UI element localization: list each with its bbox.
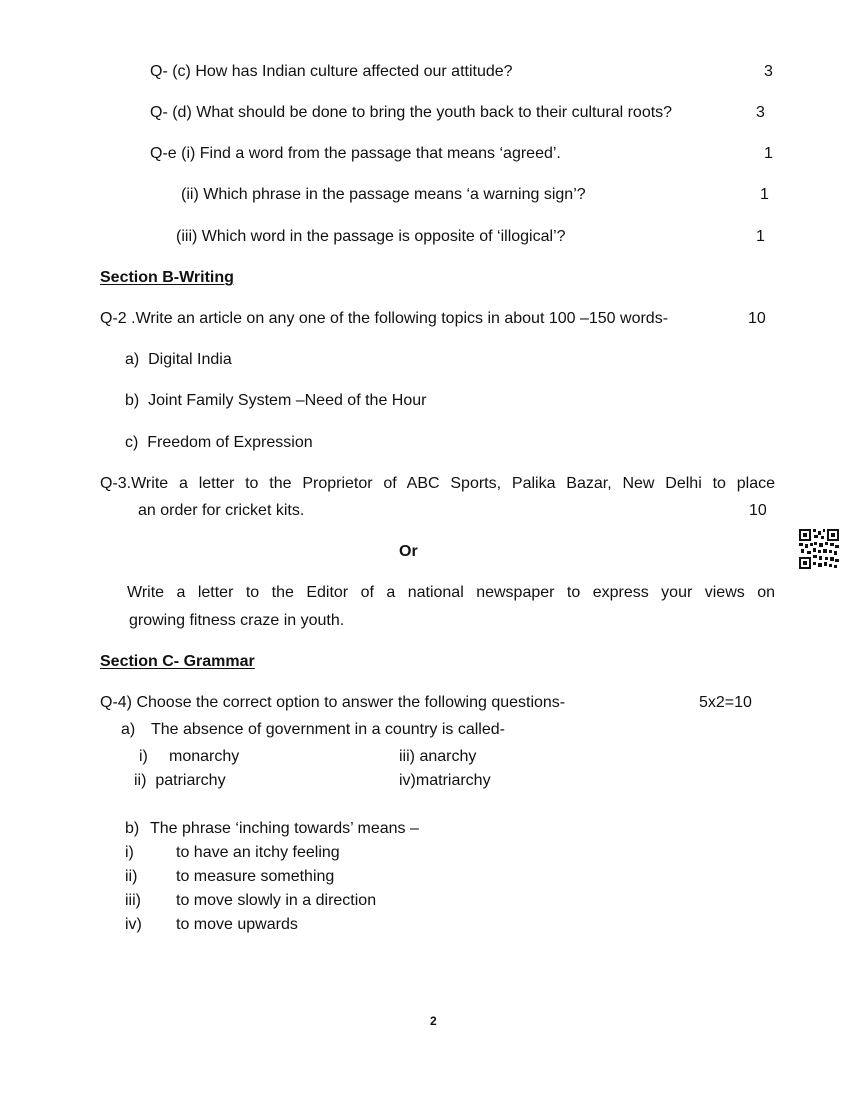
q4b-label: b) [125,820,140,837]
marks-e-ii: 1 [760,186,769,203]
option-label: iii) [399,748,415,765]
q4a-option-ii [134,771,226,791]
question-e-iii: (iii) Which word in the passage is opposite of ‘illogical’? [176,228,566,245]
option-text: patriarchy [155,772,226,789]
option-label: b) [125,392,140,409]
option-text: Joint Family System –Need of the Hour [148,392,427,409]
marks-e-iii: 1 [756,228,765,245]
section-c-heading: Section C- Grammar [100,653,255,670]
q4b-option-ii-text: to measure something [176,868,335,885]
marks-e-i: 1 [764,145,773,162]
option-label: ii) [134,772,147,789]
q4b-option-iii-label: iii) [125,892,141,909]
marks-q3: 10 [749,502,767,519]
question-e-ii: (ii) Which phrase in the passage means ‘a warning sign’? [181,186,586,203]
q4b-option-i-label: i) [125,844,134,861]
question-3-line1: Q-3.Write a letter to the Proprietor of ABC Sports, Palika Bazar, New Delhi to place [100,475,775,492]
option-label: c) [125,434,139,451]
section-b-heading: Section B-Writing [100,269,234,286]
question-c: Q- (c) How has Indian culture affected our attitude? [150,63,513,80]
option-label: a) [125,351,140,368]
q4b-option-ii-label: ii) [125,868,138,885]
option-text: Digital India [148,351,232,368]
question-d: Q- (d) What should be done to bring the youth back to their cultural roots? [150,104,673,121]
question-4: Q-4) Choose the correct option to answer the following questions- [100,694,566,711]
q4a-text: The absence of government in a country is called- [151,721,505,738]
q4a-option-iii [399,747,476,767]
q4b-text: The phrase ‘inching towards’ means – [150,820,419,837]
question-3-alt-line2: growing fitness craze in youth. [129,612,345,629]
q4b-option-iii-text: to move slowly in a direction [176,892,377,909]
option-text: anarchy [419,748,477,765]
q4a-label: a) [121,721,136,738]
q2-option-a [125,350,232,370]
option-text: Freedom of Expression [147,434,313,451]
q4b-option-iv-text: to move upwards [176,916,298,933]
option-label: iv) [399,772,416,789]
q2-option-b [125,391,426,411]
question-e-i: Q-e (i) Find a word from the passage that means ‘agreed’. [150,145,561,162]
q4a-option-i-label: i) [139,748,148,765]
q4a-option-i-text: monarchy [169,748,240,765]
marks-c: 3 [764,63,773,80]
marks-q2: 10 [748,310,766,327]
q4a-option-iv [399,771,491,791]
question-3-alt-line1: Write a letter to the Editor of a national newspaper to express your views on [127,584,775,601]
marks-d: 3 [756,104,765,121]
q4b-option-iv-label: iv) [125,916,142,933]
marks-q4: 5x2=10 [699,694,752,711]
page-number: 2 [430,1014,437,1028]
qr-code-icon [799,529,839,569]
or-divider: Or [399,543,418,560]
q2-option-c [125,433,313,453]
question-3-line2: an order for cricket kits. [138,502,305,519]
question-2: Q-2 .Write an article on any one of the following topics in about 100 –150 words- [100,310,669,327]
option-text: matriarchy [415,772,491,789]
q4b-option-i-text: to have an itchy feeling [176,844,340,861]
